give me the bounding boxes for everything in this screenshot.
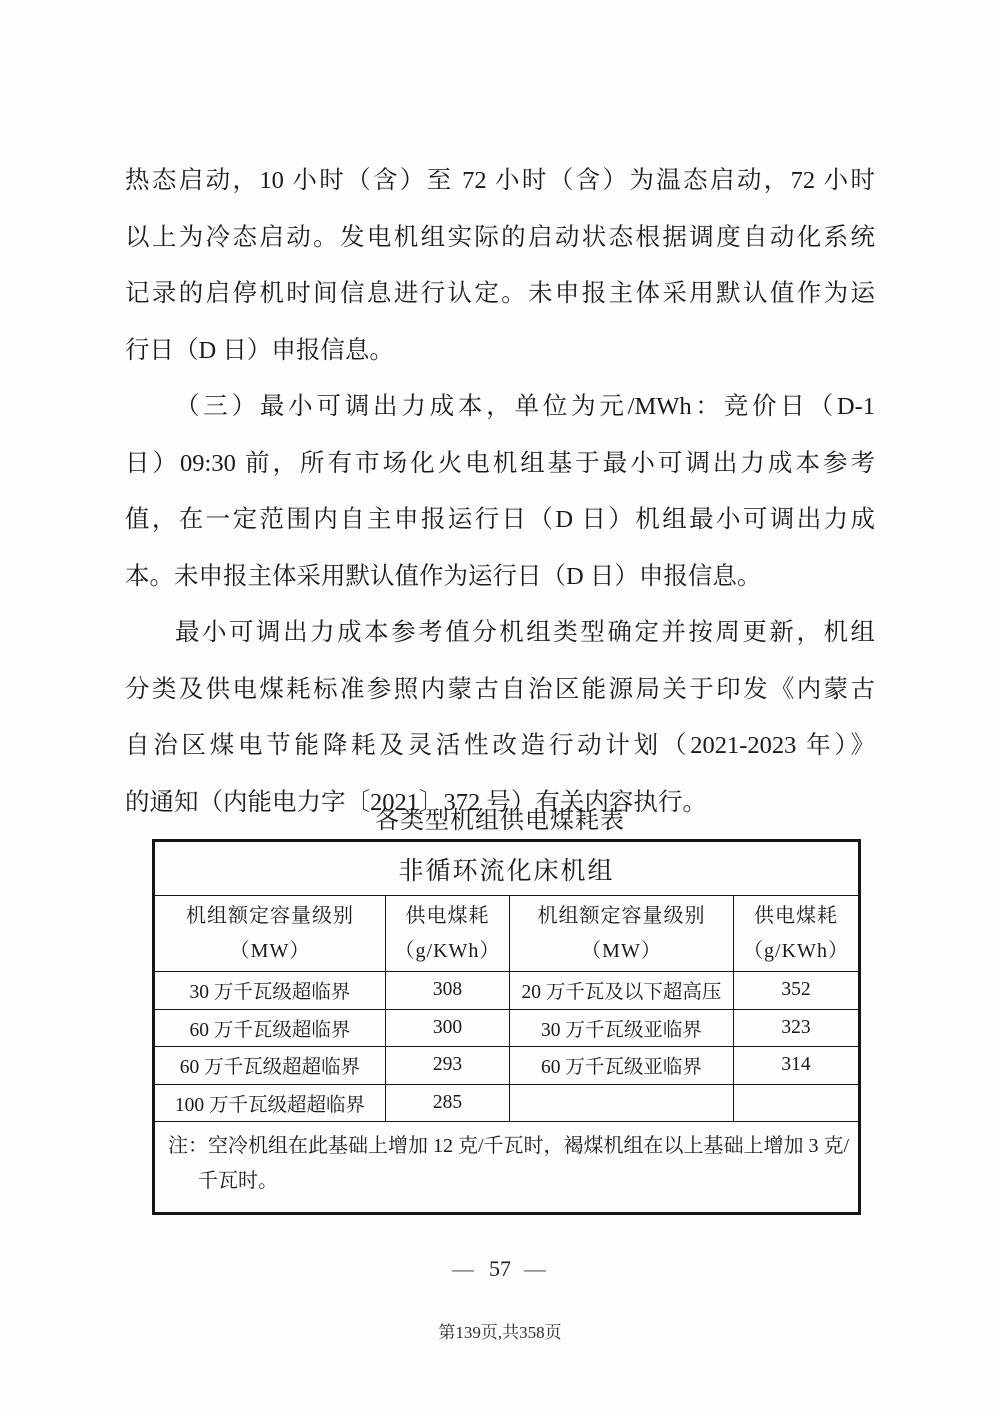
- column-header-label: 机组额定容量级别: [537, 904, 706, 927]
- paragraph-line: （三）最小可调出力成本，单位为元/MWh：竞价日（D-1: [175, 393, 875, 420]
- paragraph-line: 本。未申报主体采用默认值作为运行日（D 日）申报信息。: [125, 562, 762, 590]
- column-header-unit: （MW）: [229, 939, 311, 962]
- paragraph-line: 自治区煤电节能降耗及灵活性改造行动计划（2021-2023 年）》: [125, 732, 875, 759]
- table-header-row: [154, 896, 860, 972]
- paragraph-line: 记录的启停机时间信息进行认定。未申报主体采用默认值作为运: [125, 280, 875, 307]
- table-row: [154, 1084, 860, 1122]
- capacity-cell: 20 万千瓦及以下超高压: [510, 972, 734, 1010]
- paragraph-line: 最小可调出力成本参考值分机组类型确定并按周更新，机组: [175, 619, 875, 646]
- table-note-line1: 注：空冷机组在此基础上增加 12 克/千瓦时，褐煤机组在以上基础上增加 3 克/: [168, 1135, 850, 1157]
- coal-rate-cell: 308: [386, 972, 510, 1010]
- column-header-label: 机组额定容量级别: [186, 904, 354, 927]
- paragraph-line: 以上为冷态启动。发电机组实际的启动状态根据调度自动化系统: [125, 223, 875, 251]
- column-header-coal-left: [386, 896, 510, 972]
- page-number-value: 57: [489, 1256, 511, 1281]
- table-group-header-row: [154, 841, 860, 896]
- body-text: [125, 153, 875, 831]
- paragraph-line: 日）09:30 前，所有市场化火电机组基于最小可调出力成本参考: [125, 449, 875, 477]
- coal-rate-cell: 314: [734, 1047, 860, 1085]
- table-row: [154, 1009, 860, 1047]
- column-header-label: 供电煤耗: [754, 904, 838, 927]
- column-header-capacity-right: [510, 896, 734, 972]
- table-row: [154, 1047, 860, 1085]
- table-note-line2: 千瓦时。: [198, 1170, 278, 1192]
- paragraph-line: 的通知（内能电力字〔2021〕372 号）有关内容执行。: [125, 788, 707, 816]
- column-header-label: 供电煤耗: [405, 904, 490, 927]
- paragraph-line: 行日（D 日）申报信息。: [125, 336, 394, 364]
- column-header-unit: （g/KWh）: [394, 939, 501, 962]
- capacity-cell: 30 万千瓦级亚临界: [510, 1009, 734, 1047]
- table-note-row: [154, 1122, 860, 1214]
- column-header-unit: （MW）: [581, 939, 662, 962]
- table-row: [154, 972, 860, 1010]
- coal-rate-cell: [734, 1084, 860, 1122]
- paragraph-line: 值，在一定范围内自主申报运行日（D 日）机组最小可调出力成: [125, 506, 875, 533]
- pagination-info: 第139页,共358页: [438, 1323, 562, 1342]
- column-header-unit: （g/KWh）: [743, 939, 849, 962]
- table-note-cell: [154, 1122, 860, 1214]
- table-title: 各类型机组供电煤耗表: [375, 808, 625, 834]
- page-number-dash-right: —: [524, 1256, 548, 1281]
- coal-consumption-table: [152, 839, 861, 1215]
- page-number-dash-left: —: [452, 1256, 476, 1281]
- capacity-cell: 30 万千瓦级超临界: [154, 972, 386, 1010]
- coal-rate-cell: 352: [734, 972, 860, 1010]
- page-number: [0, 1256, 1000, 1282]
- coal-rate-cell: 285: [386, 1084, 510, 1122]
- capacity-cell: [510, 1084, 734, 1122]
- paragraph-line: 分类及供电煤耗标准参照内蒙古自治区能源局关于印发《内蒙古: [125, 675, 875, 703]
- paragraph-line: 热态启动，10 小时（含）至 72 小时（含）为温态启动，72 小时: [125, 167, 875, 194]
- coal-rate-cell: 323: [734, 1009, 860, 1047]
- column-header-coal-right: [734, 896, 860, 972]
- capacity-cell: 60 万千瓦级亚临界: [510, 1047, 734, 1085]
- capacity-cell: 60 万千瓦级超临界: [154, 1009, 386, 1047]
- coal-rate-cell: 300: [386, 1009, 510, 1047]
- capacity-cell: 100 万千瓦级超超临界: [154, 1084, 386, 1122]
- column-header-capacity-left: [154, 896, 386, 972]
- table-group-header: 非循环流化床机组: [154, 841, 860, 896]
- capacity-cell: 60 万千瓦级超超临界: [154, 1047, 386, 1085]
- coal-rate-cell: 293: [386, 1047, 510, 1085]
